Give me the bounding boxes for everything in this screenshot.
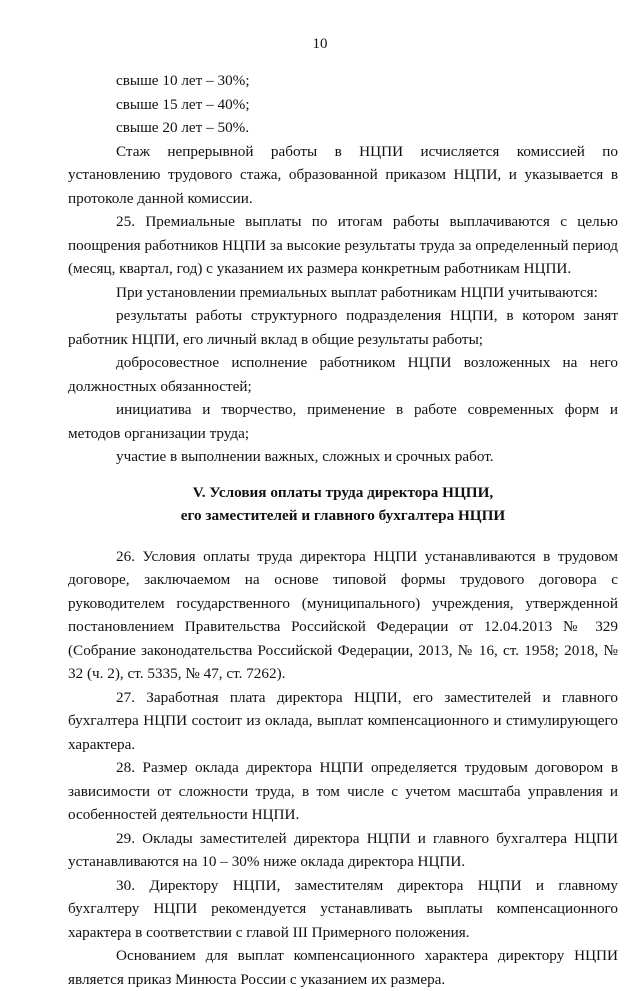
section-heading <box>68 481 618 527</box>
section-heading-line-1: V. Условия оплаты труда директора НЦПИ, <box>192 483 494 501</box>
paragraph-criteria-results: результаты работы структурного подразделения НЦПИ, в котором занят работник НЦПИ, его личный вклад в общие результаты работы; <box>68 307 618 348</box>
paragraph-29: 29. Оклады заместителей директора НЦПИ и главного бухгалтера НЦПИ устанавливаются на 10 – 30% ниже оклада директора НЦПИ. <box>68 829 618 870</box>
section-heading-line-2: его заместителей и главного бухгалтера НЦПИ <box>180 506 506 524</box>
paragraph-27: 27. Заработная плата директора НЦПИ, его заместителей и главного бухгалтера НЦПИ состоит из оклада, выплат компенсационного и стимулирующего характера. <box>68 688 618 753</box>
paragraph-bonus-criteria-intro: При установлении премиальных выплат работникам НЦПИ учитываются: <box>116 283 598 301</box>
paragraph-criteria-participation: участие в выполнении важных, сложных и срочных работ. <box>116 448 494 465</box>
paragraph-criteria-initiative: инициатива и творчество, применение в работе современных форм и методов организации труда; <box>68 401 618 442</box>
page-number: 10 <box>312 36 328 52</box>
list-item-seniority-20: свыше 20 лет – 50%. <box>116 119 250 136</box>
list-item-seniority-10: свыше 10 лет – 30%; <box>116 72 250 89</box>
document-body <box>68 69 618 991</box>
paragraph-26: 26. Условия оплаты труда директора НЦПИ устанавливаются в трудовом договоре, заключаемом на основе типовой формы трудового договора с руководителем государственного (муниципального) учреждения, утвержденной постановлением Правительства Российской Федерации от 12.04.2013 № 329 (Собрание законодательства Российской Федерации, 2013, № 16, ст. 1958; 2018, № 32 (ч. 2), ст. 5335, № 47, ст. 7262). <box>68 547 618 682</box>
paragraph-criteria-duties: добросовестное исполнение работником НЦПИ возложенных на него должностных обязанностей; <box>68 354 618 395</box>
list-item-seniority-15: свыше 15 лет – 40%; <box>116 95 250 113</box>
paragraph-seniority-calculation: Стаж непрерывной работы в НЦПИ исчисляется комиссией по установлению трудового стажа, образованной приказом НЦПИ, и указывается в протоколе данной комиссии. <box>68 142 618 207</box>
paragraph-28: 28. Размер оклада директора НЦПИ определяется трудовым договором в зависимости от сложности труда, в том числе с учетом масштаба управления и особенностей деятельности НЦПИ. <box>68 759 618 823</box>
paragraph-30: 30. Директору НЦПИ, заместителям директора НЦПИ и главному бухгалтеру НЦПИ рекомендуется устанавливать выплаты компенсационного характера в соответствии с главой III Примерного положения. <box>68 876 618 941</box>
paragraph-compensation-basis: Основанием для выплат компенсационного характера директору НЦПИ является приказ Минюста России с указанием их размера. <box>68 947 618 988</box>
paragraph-25: 25. Премиальные выплаты по итогам работы выплачиваются с целью поощрения работников НЦПИ за высокие результаты труда за определенный период (месяц, квартал, год) с указанием их размера конкретным работникам НЦПИ. <box>68 213 618 277</box>
